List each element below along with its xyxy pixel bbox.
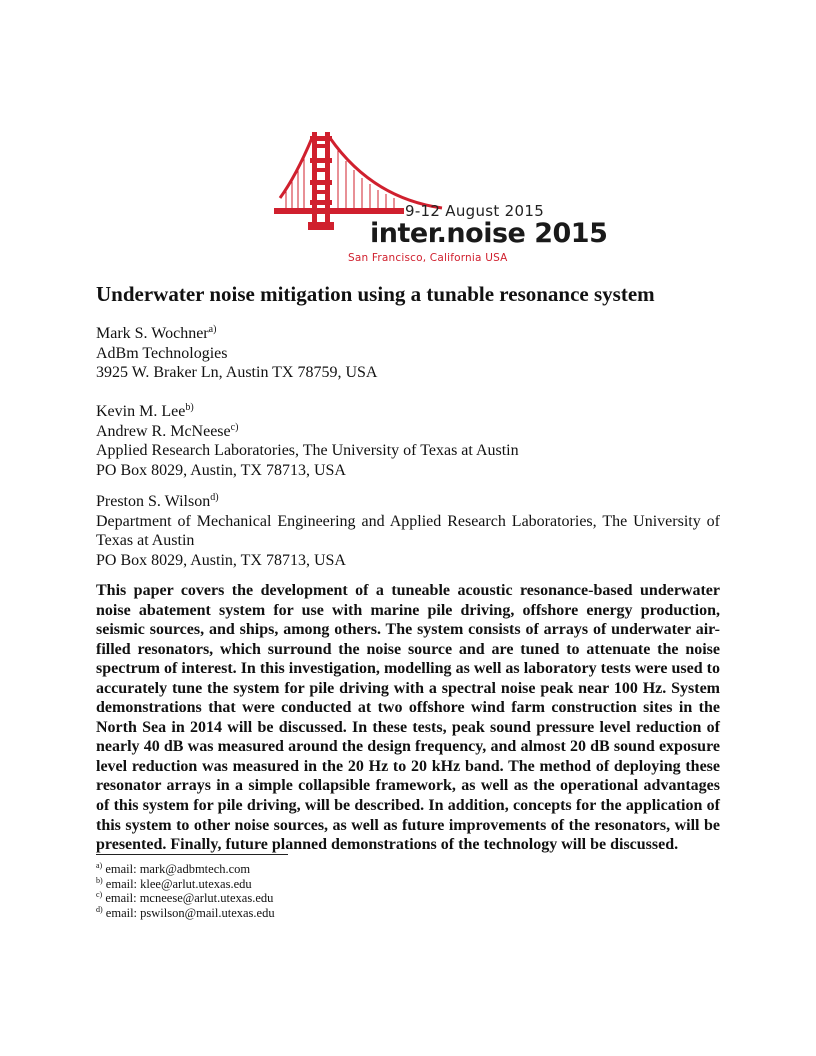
affiliation-line: AdBm Technologies	[96, 344, 228, 362]
paper-title: Underwater noise mitigation using a tunable resonance system	[96, 282, 655, 306]
footnote-divider	[96, 854, 288, 855]
affiliation-line: PO Box 8029, Austin, TX 78713, USA	[96, 551, 346, 569]
conference-date: 9-12 August 2015	[405, 202, 545, 220]
author-name: Preston S. Wilson$^{d)}$	[96, 492, 219, 510]
author-name: Andrew R. McNeese$^{c)}$	[96, 421, 239, 440]
author-group-1	[96, 324, 720, 383]
abstract: This paper covers the development of a tuneable acoustic resonance-based underwater noise abatement system for use with marine pile driving, offshore energy production, seismic sources, and ships, among others. The system consists of arrays of underwater air-filled resonators, which surround the noise source and are tuned to attenuate the noise spectrum of interest. In this investigation, modelling as well as laboratory tests were used to accurately tune the system for pile driving with a spectral noise peak near 100 Hz. System demonstrations that were conducted at two offshore wind farm construction sites in the North Sea in 2014 will be discussed. In these tests, peak sound pressure level reduction of nearly 40 dB was measured around the design frequency, and almost 20 dB sound exposure level reduction was measured in the 20 Hz to 20 kHz band. The method of deploying these resonator arrays in a simple collapsible framework, as well as the operational advantages of this system for pile driving, will be described. In addition, concepts for the application of this system to other noise sources, as well as future improvements of the resonators, will be presented. Finally, future planned demonstrations of the technology will be discussed.	[96, 582, 720, 854]
author-group-3	[96, 492, 720, 570]
conference-location: San Francisco, California USA	[348, 252, 508, 264]
author-group-2	[96, 402, 720, 480]
conference-brand: inter.noise 2015	[370, 218, 608, 249]
affiliation-line: Applied Research Laboratories, The University of Texas at Austin	[96, 442, 519, 459]
author-name: Kevin M. Lee$^{b)}$	[96, 402, 194, 420]
affiliation-line: Department of Mechanical Engineering and Applied Research Laboratories, The University of Texas at Austin	[96, 512, 720, 549]
author-name: Mark S. Wochner$^{a)}$	[96, 324, 217, 342]
footnote: $^{b)}$ email: klee@arlut.utexas.edu	[96, 875, 252, 891]
conference-logo	[272, 128, 608, 268]
affiliation-line: 3925 W. Braker Ln, Austin TX 78759, USA	[96, 364, 378, 381]
footnote: $^{a)}$ email: mark@adbmtech.com	[96, 861, 251, 876]
footnote: $^{d)}$ email: pswilson@mail.utexas.edu	[96, 904, 275, 920]
footnotes	[96, 862, 275, 920]
footnote: $^{c)}$ email: mcneese@arlut.utexas.edu	[96, 890, 274, 905]
affiliation-line: PO Box 8029, Austin, TX 78713, USA	[96, 461, 346, 479]
